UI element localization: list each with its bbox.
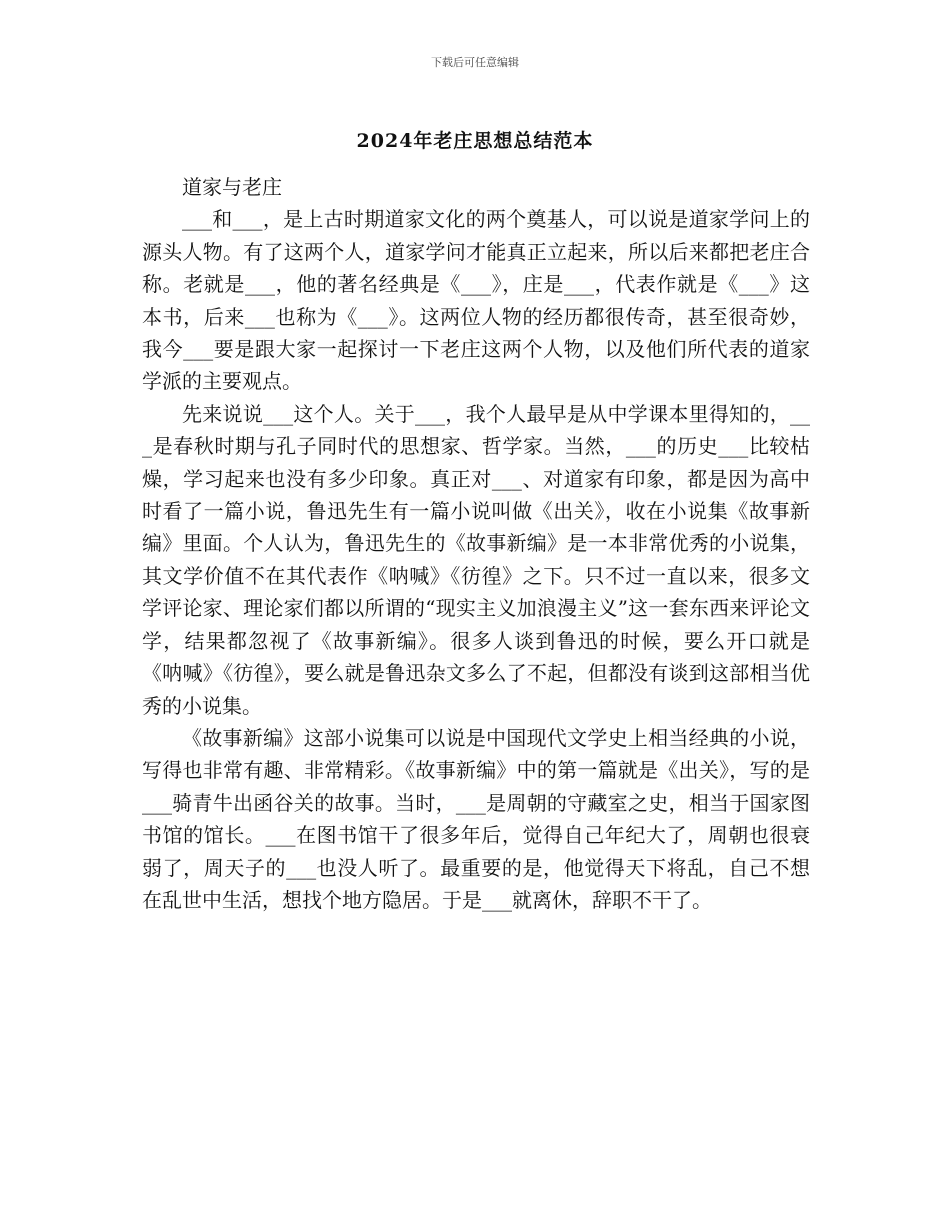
- section-heading: 道家与老庄: [182, 175, 282, 199]
- document-title: 2024年老庄思想总结范本: [356, 130, 594, 152]
- paragraph: ___和___，是上古时期道家文化的两个奠基人，可以说是道家学问上的源头人物。有了这两个人，道家学问才能真正立起来，所以后来都把老庄合称。老就是___，他的著名经典是《___》，庄是___，代表作就是《___》这本书，后来___也称为《___》。这两位人物的经历都很传奇，甚至很奇妙，我今___要是跟大家一起探讨一下老庄这两个人物，以及他们所代表的道家学派的主要观点。: [142, 207, 810, 394]
- paragraph: 《故事新编》这部小说集可以说是中国现代文学史上相当经典的小说，写得也非常有趣、非常精彩。《故事新编》中的第一篇就是《出关》，写的是___骑青牛出函谷关的故事。当时，___是周朝的守藏室之史，相当于国家图书馆的馆长。___在图书馆干了很多年后，觉得自己年纪大了，周朝也很衰弱了，周天子的___也没人听了。最重要的是，他觉得天下将乱，自己不想在乱世中生活，想找个地方隐居。于是___就离休，辞职不干了。: [142, 725, 810, 912]
- document-body: [142, 171, 810, 916]
- paragraph: 先来说说___这个人。关于___，我个人最早是从中学课本里得知的，___是春秋时期与孔子同时代的思想家、哲学家。当然，___的历史___比较枯燥，学习起来也没有多少印象。真正对___、对道家有印象，都是因为高中时看了一篇小说，鲁迅先生有一篇小说叫做《出关》，收在小说集《故事新编》里面。个人认为，鲁迅先生的《故事新编》是一本非常优秀的小说集，其文学价值不在其代表作《呐喊》《彷徨》之下。只不过一直以来，很多文学评论家、理论家们都以所谓的“现实主义加浪漫主义”这一套东西来评论文学，结果都忽视了《故事新编》。很多人谈到鲁迅的时候，要么开口就是《呐喊》《彷徨》，要么就是鲁迅杂文多么了不起，但都没有谈到这部相当优秀的小说集。: [142, 401, 810, 718]
- header-note: 下载后可任意编辑: [431, 56, 519, 69]
